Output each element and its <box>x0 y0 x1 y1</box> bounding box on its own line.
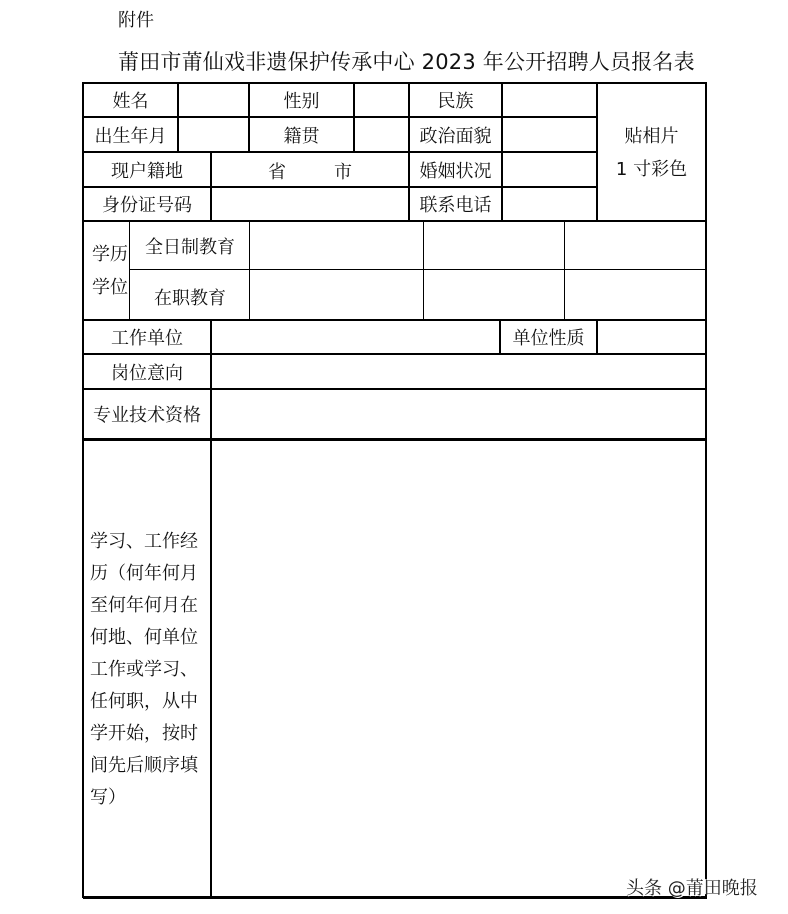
native-place-field[interactable] <box>355 118 408 151</box>
education-label-line2: 学位 <box>92 277 128 298</box>
fulltime-education-label: 全日制教育 <box>145 236 235 258</box>
col-divider <box>129 220 130 320</box>
history-label: 学习、工作经历（何年何月至何年何月在何地、何单位工作或学习、任何职，从中学开始，按时间先后顺序填写） <box>90 531 198 808</box>
education-degree-label <box>84 222 129 319</box>
political-status-label: 政治面貌 <box>419 125 492 147</box>
qualification-field[interactable] <box>212 390 705 438</box>
name-label: 姓名 <box>112 91 149 112</box>
inservice-major-field[interactable] <box>566 271 705 319</box>
fulltime-major-field[interactable] <box>566 222 705 269</box>
position-intention-field[interactable] <box>212 355 705 388</box>
table-border-right <box>705 82 707 898</box>
qualification-label: 专业技术资格 <box>93 405 201 426</box>
city-label: 市 <box>334 162 352 183</box>
ethnicity-field[interactable] <box>503 84 596 116</box>
col-divider <box>423 220 424 320</box>
employer-type-field[interactable] <box>598 321 705 353</box>
row-divider <box>130 269 707 270</box>
birth-date-label: 出生年月 <box>94 125 167 147</box>
birth-date-field[interactable] <box>179 118 248 151</box>
political-status-field[interactable] <box>503 118 596 151</box>
id-number-label: 身份证号码 <box>102 195 192 216</box>
position-intention-label: 岗位意向 <box>111 362 183 384</box>
phone-field[interactable] <box>503 188 596 220</box>
phone-label: 联系电话 <box>419 195 492 216</box>
fulltime-degree-field[interactable] <box>251 222 423 269</box>
name-field[interactable] <box>179 84 248 116</box>
history-field[interactable] <box>212 441 705 896</box>
gender-label: 性别 <box>283 91 320 112</box>
marital-status-label: 婚姻状况 <box>419 160 492 182</box>
employer-label: 工作单位 <box>111 328 183 349</box>
province-label: 省 <box>268 162 286 183</box>
col-divider <box>249 220 250 320</box>
inservice-education-label: 在职教育 <box>154 288 226 309</box>
photo-label-line2: 1 寸彩色 <box>615 159 688 180</box>
employer-type-label: 单位性质 <box>512 328 585 349</box>
marital-status-field[interactable] <box>503 153 596 186</box>
gender-field[interactable] <box>355 84 408 116</box>
table-border-bottom <box>83 896 707 899</box>
id-number-field[interactable] <box>212 188 408 220</box>
attachment-label: 附件 <box>118 10 154 31</box>
inservice-degree-field[interactable] <box>251 271 423 319</box>
photo-area[interactable] <box>598 84 705 220</box>
native-place-label: 籍贯 <box>283 125 320 147</box>
photo-label-line1: 贴相片 <box>624 126 679 147</box>
residence-label: 现户籍地 <box>111 160 183 182</box>
employer-field[interactable] <box>212 321 499 353</box>
inservice-school-field[interactable] <box>425 271 564 319</box>
education-label-line1: 学历 <box>92 244 128 265</box>
col-divider <box>564 220 565 320</box>
form-title: 莆田市莆仙戏非遗保护传承中心 2023 年公开招聘人员报名表 <box>118 50 695 74</box>
residence-field[interactable] <box>212 153 408 186</box>
fulltime-school-field[interactable] <box>425 222 564 269</box>
ethnicity-label: 民族 <box>437 91 474 112</box>
watermark: 头条 @莆田晚报 <box>626 878 758 899</box>
